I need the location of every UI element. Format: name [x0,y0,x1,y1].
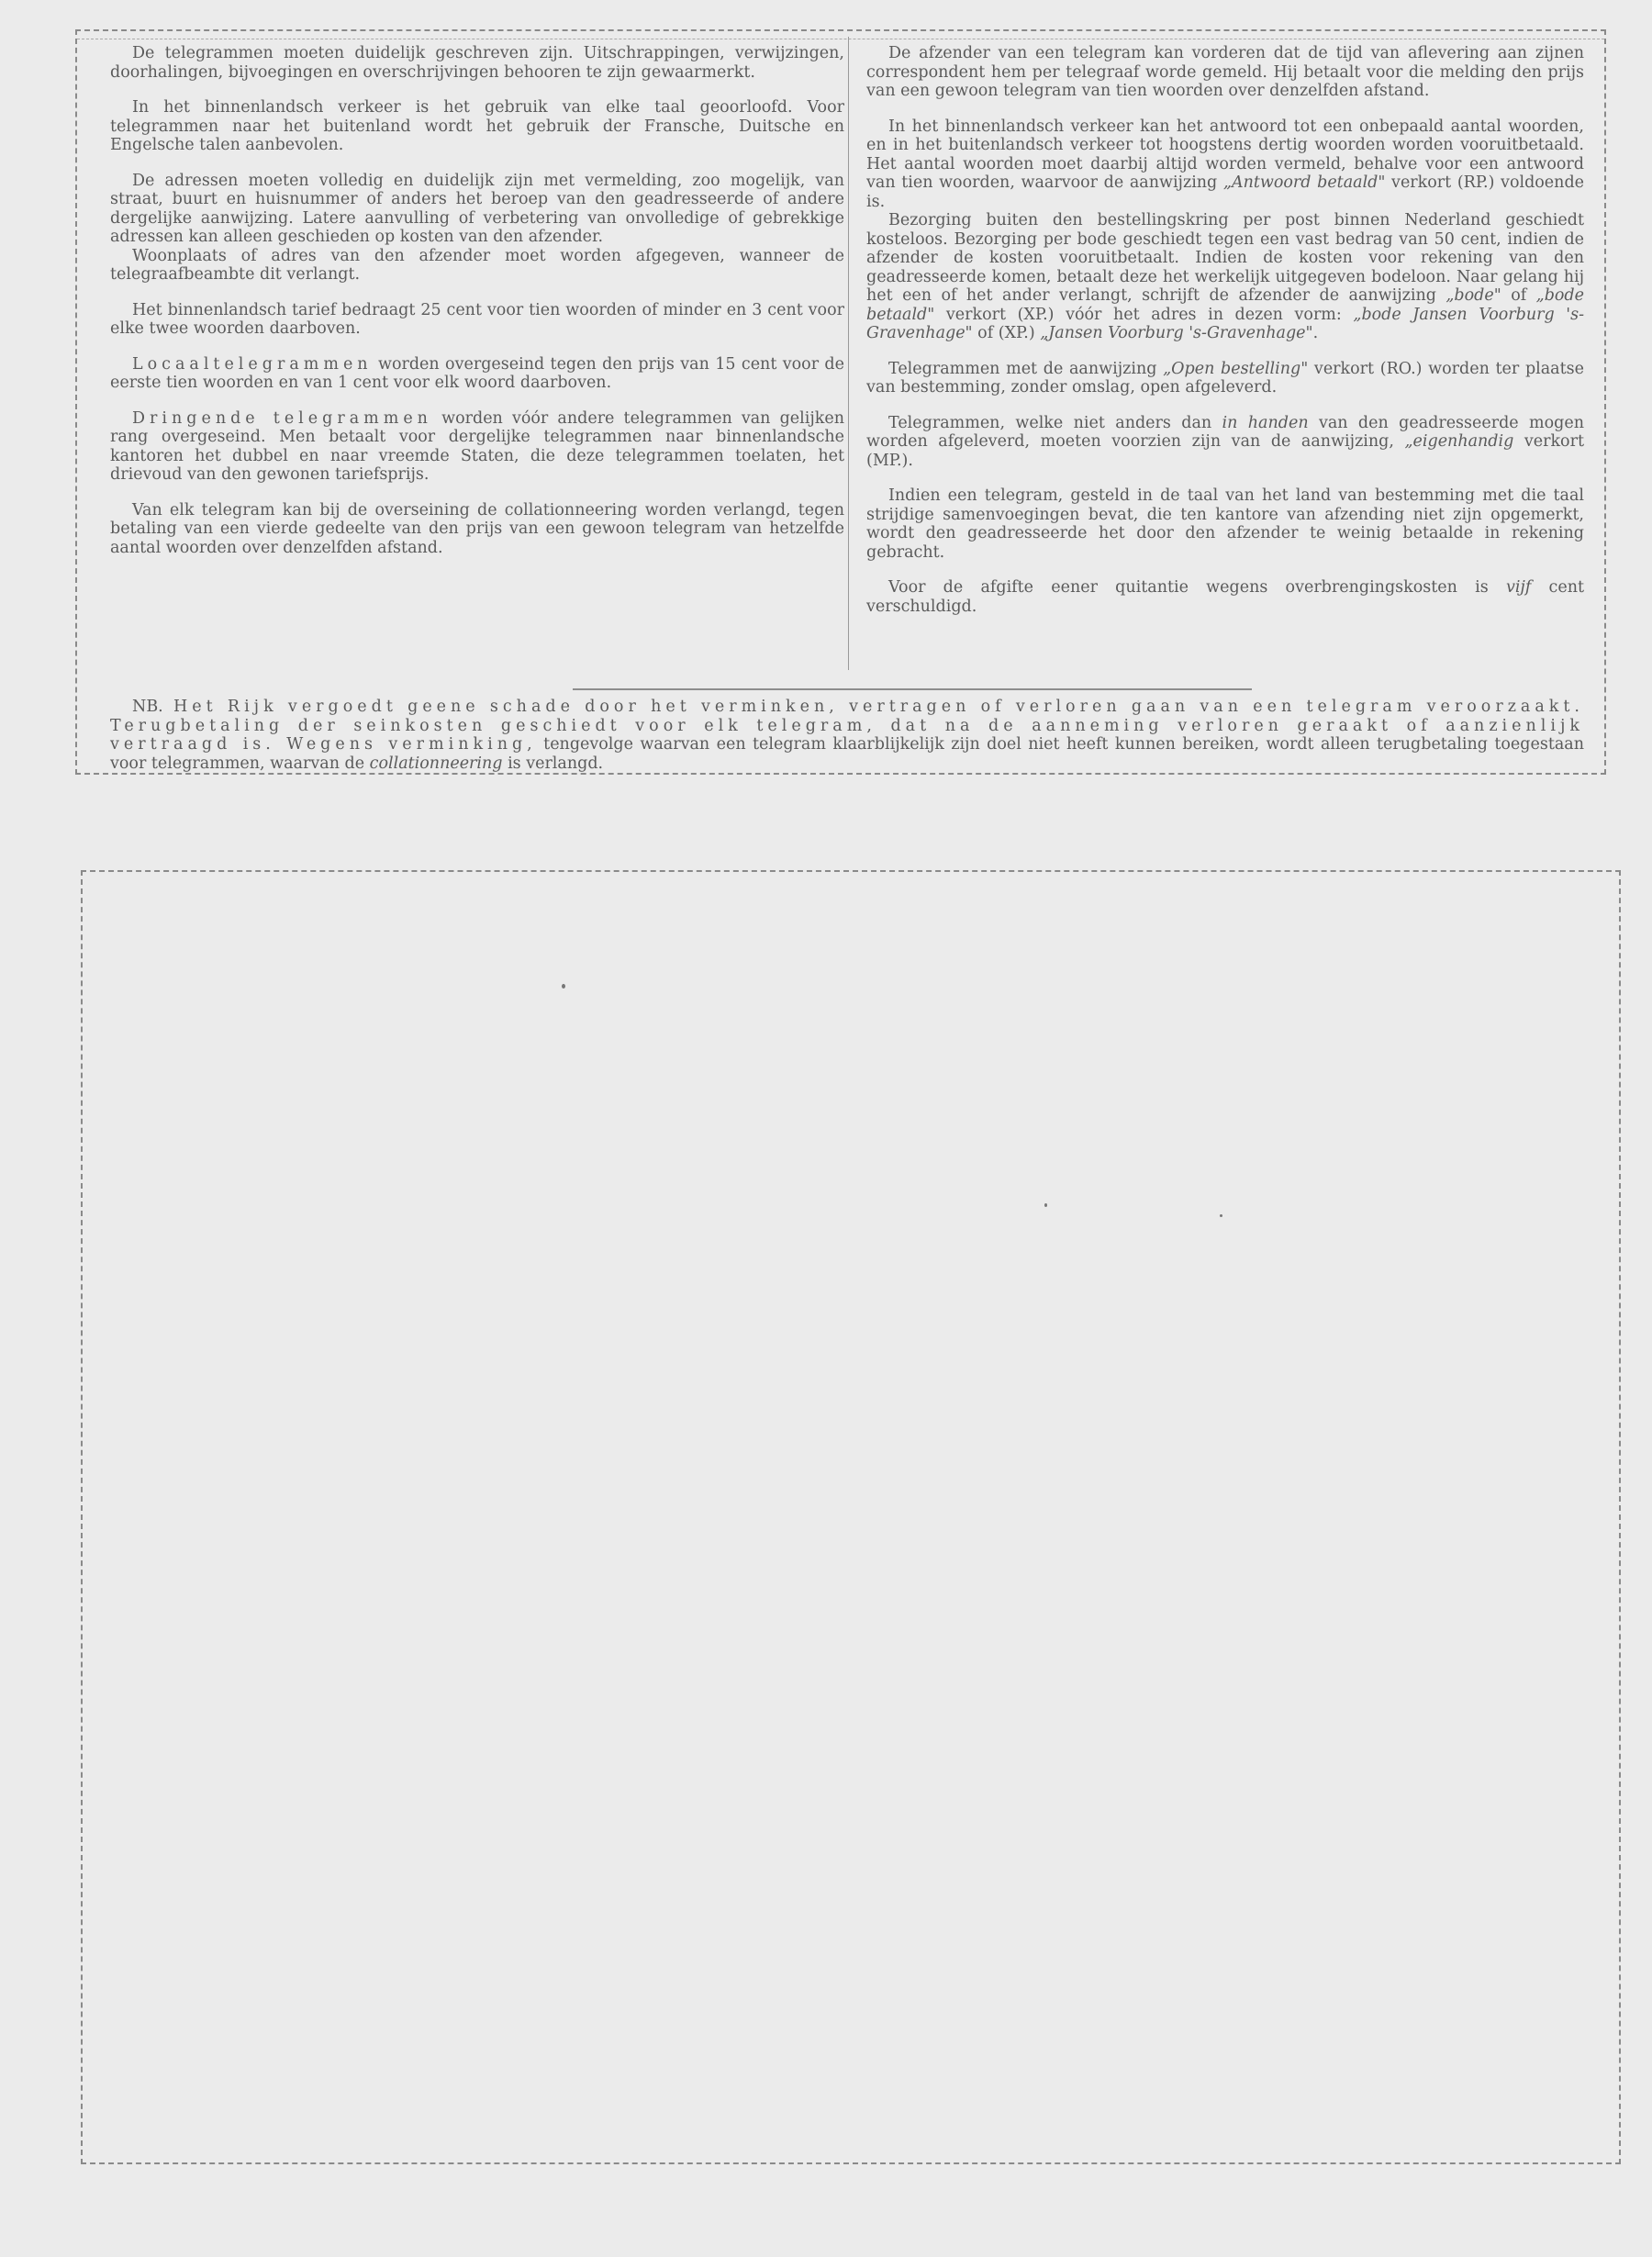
liability-notice: NB. Het Rijk vergoedt geene schade door het verminken, vertragen of verloren gaan van een telegram veroorzaakt. Terugbetaling der seinkosten geschiedt voor elk telegram, dat na de aanneming verloren geraakt of aanzienlijk vertraagd is. Wegens verminking, tengevolge waarvan een telegram klaarblijkelijk zijn doel niet heeft kunnen bereiken, wordt alleen terugbetaling toegestaan voor telegrammen, waarvan de collationneering is verlangd. [110,698,1584,773]
rule-domestic-tariff: Het binnenlandsch tarief bedraagt 25 cent voor tien woorden of minder en 3 cent voor elke twee woorden daarboven. [110,300,844,338]
urgent-telegrams-term: Dringende telegrammen [132,408,432,428]
right-rules-column [866,44,1584,677]
rule-receipt-fee: Voor de afgifte eener quitantie wegens overbrengingskosten is vijf cent verschuldigd. [866,578,1585,616]
notice-label: NB. [132,698,163,716]
rule-courier-delivery: Bezorging buiten den bestellingskring per post binnen Nederland geschiedt kosteloos. Bezorging per bode geschiedt tegen een vast bedrag van 50 cent, indien de afzender de kosten vooruitbetaalt. Indien de kosten voor rekening van den geadresseerde komen, betaalt deze het werkelijk uitgegeven bodeloon. Naar gelang hij het een of het ander verlangt, schrijft de afzender de aanwijzing „bode" of „bode betaald" verkort (XP.) vóór het adres in dezen vorm: „bode Jansen Voorburg 's-Gravenhage" of (XP.) „Jansen Voorburg 's-Gravenhage". [866,211,1584,342]
telegram-rules-box [75,29,1606,775]
rule-personal-delivery: Telegrammen, welke niet anders dan in handen van den geadresseerde mogen worden afgeleverd, moeten voorzien zijn van de aanwijzing, „eigenhandig verkort (MP.). [866,413,1584,470]
rule-delivery-notice: De afzender van een telegram kan vorderen dat de tijd van aflevering aan zijnen correspondent hem per telegraaf worde gemeld. Hij betaalt voor die melding den prijs van een gewoon telegram van tien woorden over denzelfden afstand. [866,44,1584,100]
paper-speck [1044,1203,1047,1207]
section-separator [573,688,1252,690]
rule-addresses: De adressen moeten volledig en duidelijk zijn met vermelding, zoo mogelijk, van straat, buurt en huisnummer of anders het beroep van den geadresseerde of andere dergelijke aanwijzing. Latere aanvulling of verbetering van onvolledige of gebrekkige adressen kan alleen geschieden op kosten van den afzender. [110,171,844,246]
notice-spaced-text: Het Rijk vergoedt geene schade door het verminken, vertragen of verloren gaan van een telegram veroorzaakt. Terugbetaling der seinkosten geschiedt voor elk telegram, dat na de aanneming verloren geraakt of aanzienlijk vertraagd is. [110,698,1584,754]
paper-speck [562,984,565,989]
left-rules-column [110,44,844,677]
rule-legibility: De telegrammen moeten duidelijk geschreven zijn. Uitschrappingen, verwijzingen, doorhalingen, bijvoegingen en overschrijvingen behooren te zijn gewaarmerkt. [110,44,844,82]
rule-urgent-telegrams: Dringende telegrammen worden vóór andere telegrammen van gelijken rang overgeseind. Men betaalt voor dergelijke telegrammen naar binnenlandsche kantoren het dubbel en naar vreemde Staten, die deze telegrammen toelaten, het drievoud van den gewonen tariefsprijs. [110,408,845,484]
rule-sender-address: Woonplaats of adres van den afzender moet worden afgegeven, wanneer de telegraafbeambte dit verlangt. [110,246,844,284]
paper-speck [1220,1214,1222,1217]
rule-open-delivery: Telegrammen met de aanwijzing „Open bestelling" verkort (RO.) worden ter plaatse van bestemming, zonder omslag, open afgeleverd. [866,359,1584,397]
rule-collation: Van elk telegram kan bij de overseining de collationneering worden verlangd, tegen betaling van een vierde gedeelte van den prijs van een gewoon telegram van hetzelfde aantal woorden over denzelfden afstand. [110,500,844,557]
telegram-message-area [81,870,1621,2164]
rule-prepaid-reply: In het binnenlandsch verkeer kan het antwoord tot een onbepaald aantal woorden, en in het buitenlandsch verkeer tot hoogstens dertig woorden worden vooruitbetaald. Het aantal woorden moet daarbij altijd worden vermeld, behalve voor een antwoord van tien woorden, waarvoor de aanwijzing „Antwoord betaald" verkort (RP.) voldoende is. [866,117,1584,211]
rule-language-of-destination: Indien een telegram, gesteld in de taal van het land van bestemming met die taal strijdige samenvoegingen bevat, die ten kantore van afzending niet zijn opgemerkt, wordt den geadresseerde het door den afzender te weinig betaalde in rekening gebracht. [866,486,1584,562]
rule-language: In het binnenlandsch verkeer is het gebruik van elke taal geoorloofd. Voor telegrammen naar het buitenland wordt het gebruik der Fransche, Duitsche en Engelsche talen aanbevolen. [110,98,844,154]
local-telegrams-term: Locaaltelegrammen [132,354,373,374]
rule-local-telegrams: Locaaltelegrammen worden overgeseind tegen den prijs van 15 cent voor de eerste tien woorden en van 1 cent voor elk woord daarboven. [110,354,844,392]
column-divider [848,37,849,670]
